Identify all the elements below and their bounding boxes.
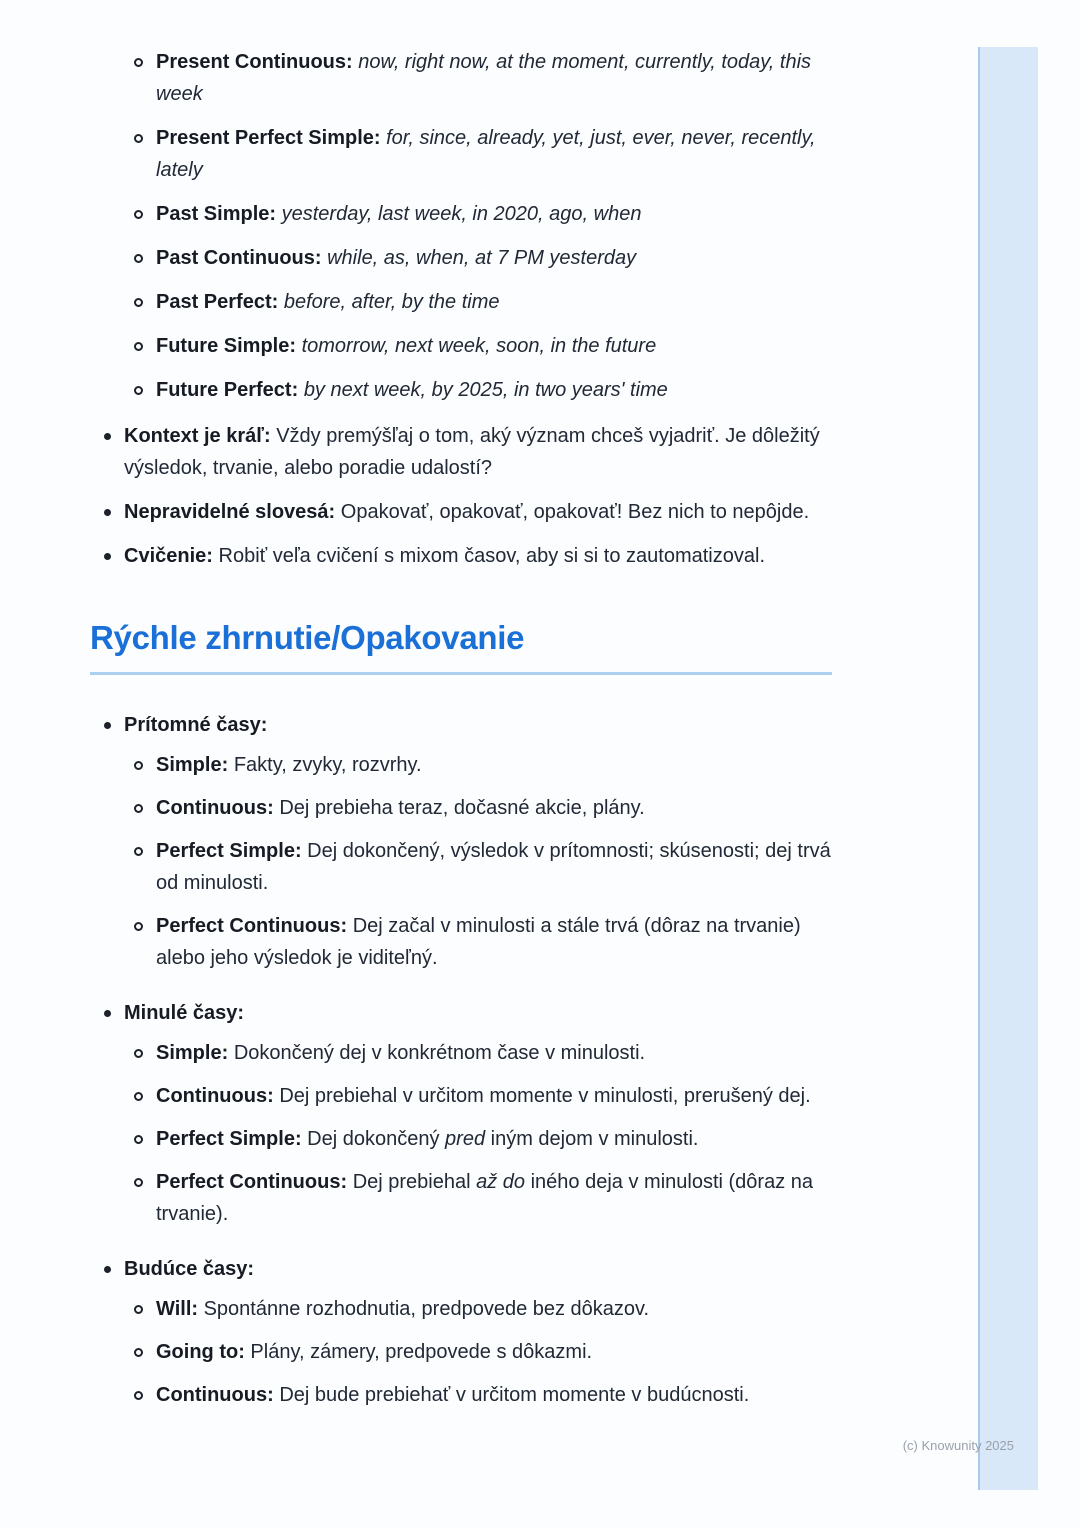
bullet-icon bbox=[104, 1010, 111, 1017]
hollow-bullet-icon bbox=[134, 254, 143, 263]
hollow-bullet-icon bbox=[134, 761, 143, 770]
bullet-icon bbox=[104, 509, 111, 516]
tip-item bbox=[90, 540, 832, 572]
item-body bbox=[156, 1293, 832, 1325]
item-label: Simple: bbox=[156, 754, 229, 776]
summary-item bbox=[124, 1379, 832, 1411]
tip-text: Opakovať, opakovať, opakovať! Bez nich to nepôjde. bbox=[340, 501, 810, 523]
bullet-icon bbox=[104, 433, 111, 440]
item-body bbox=[156, 910, 832, 974]
item-label: Perfect Continuous: bbox=[156, 1171, 348, 1193]
tip-item bbox=[90, 420, 832, 484]
signal-words-text: yesterday, last week, in 2020, ago, when bbox=[281, 203, 642, 225]
signal-words-text: while, as, when, at 7 PM yesterday bbox=[327, 247, 637, 269]
item-body bbox=[156, 46, 832, 110]
item-body bbox=[156, 1336, 832, 1368]
item-label: Perfect Simple: bbox=[156, 840, 302, 862]
hollow-bullet-icon bbox=[134, 1348, 143, 1357]
summary-item bbox=[124, 835, 832, 899]
group-body bbox=[124, 709, 832, 985]
hollow-bullet-icon bbox=[134, 298, 143, 307]
item-body bbox=[156, 792, 832, 824]
signal-words-text: for, since, already, yet, just, ever, never, recently, lately bbox=[156, 127, 816, 181]
item-text: Dej prebiehal v určitom momente v minulosti, prerušený dej. bbox=[279, 1085, 811, 1107]
group-items-list bbox=[124, 749, 832, 974]
tense-label: Present Perfect Simple: bbox=[156, 127, 381, 149]
item-label: Simple: bbox=[156, 1042, 229, 1064]
bullet-icon bbox=[104, 1266, 111, 1273]
signal-word-item bbox=[90, 46, 832, 110]
item-body bbox=[124, 540, 832, 572]
item-body bbox=[156, 749, 832, 781]
summary-group-future bbox=[90, 1253, 832, 1422]
signal-words-text: now, right now, at the moment, currently, today, this week bbox=[156, 51, 812, 105]
group-body bbox=[124, 1253, 832, 1422]
item-label: Will: bbox=[156, 1298, 199, 1320]
summary-item bbox=[124, 1336, 832, 1368]
item-text: Dej dokončený, výsledok v prítomnosti; skúsenosti; dej trvá od minulosti. bbox=[156, 840, 831, 894]
item-label: Continuous: bbox=[156, 797, 274, 819]
item-body bbox=[156, 198, 832, 230]
hollow-bullet-icon bbox=[134, 1178, 143, 1187]
item-body bbox=[156, 374, 832, 406]
item-body bbox=[156, 1080, 832, 1112]
tip-text: Vždy premýšľaj o tom, aký význam chceš vyjadriť. Je dôležitý výsledok, trvanie, alebo poradie udalostí? bbox=[124, 425, 820, 479]
item-body bbox=[156, 1379, 832, 1411]
item-body bbox=[156, 835, 832, 899]
item-body bbox=[156, 122, 832, 186]
item-body bbox=[156, 1123, 832, 1155]
hollow-bullet-icon bbox=[134, 847, 143, 856]
summary-group-present bbox=[90, 709, 832, 985]
tip-item bbox=[90, 496, 832, 528]
tips-list bbox=[90, 420, 832, 572]
item-text: Dej začal v minulosti a stále trvá (dôraz na trvanie) alebo jeho výsledok je viditeľný. bbox=[156, 915, 801, 969]
item-body bbox=[124, 496, 832, 528]
item-body bbox=[156, 330, 832, 362]
summary-item bbox=[124, 1123, 832, 1155]
item-emphasis: až do bbox=[476, 1171, 526, 1193]
item-text: Spontánne rozhodnutia, predpovede bez dôkazov. bbox=[203, 1298, 650, 1320]
item-body bbox=[156, 1166, 832, 1230]
summary-item bbox=[124, 1166, 832, 1230]
hollow-bullet-icon bbox=[134, 1092, 143, 1101]
signal-words-text: by next week, by 2025, in two years' time bbox=[303, 379, 668, 401]
group-label: Minulé časy: bbox=[124, 1002, 245, 1024]
tip-label: Nepravidelné slovesá: bbox=[124, 501, 336, 523]
item-label: Perfect Continuous: bbox=[156, 915, 348, 937]
item-label: Going to: bbox=[156, 1341, 245, 1363]
group-label: Prítomné časy: bbox=[124, 714, 268, 736]
item-text-after: iným dejom v minulosti. bbox=[490, 1128, 699, 1150]
tense-label: Past Simple: bbox=[156, 203, 277, 225]
item-text-after: iného deja v minulosti (dôraz na trvanie). bbox=[156, 1171, 813, 1225]
group-label: Budúce časy: bbox=[124, 1258, 255, 1280]
signal-words-list bbox=[90, 46, 832, 406]
bullet-icon bbox=[104, 722, 111, 729]
hollow-bullet-icon bbox=[134, 386, 143, 395]
section-title: Rýchle zhrnutie/Opakovanie bbox=[90, 618, 832, 675]
item-text: Dej bude prebiehať v určitom momente v budúcnosti. bbox=[279, 1384, 750, 1406]
group-items-list bbox=[124, 1037, 832, 1230]
hollow-bullet-icon bbox=[134, 210, 143, 219]
item-body bbox=[156, 1037, 832, 1069]
item-text: Dokončený dej v konkrétnom čase v minulosti. bbox=[233, 1042, 646, 1064]
hollow-bullet-icon bbox=[134, 134, 143, 143]
summary-item bbox=[124, 749, 832, 781]
hollow-bullet-icon bbox=[134, 1391, 143, 1400]
summary-item bbox=[124, 910, 832, 974]
signal-word-item bbox=[90, 374, 832, 406]
hollow-bullet-icon bbox=[134, 922, 143, 931]
hollow-bullet-icon bbox=[134, 58, 143, 67]
group-body bbox=[124, 997, 832, 1241]
summary-item bbox=[124, 1037, 832, 1069]
copyright-watermark: (c) Knowunity 2025 bbox=[902, 1438, 1014, 1453]
hollow-bullet-icon bbox=[134, 804, 143, 813]
signal-word-item bbox=[90, 122, 832, 186]
item-text: Plány, zámery, predpovede s dôkazmi. bbox=[250, 1341, 593, 1363]
item-text: Dej dokončený bbox=[307, 1128, 440, 1150]
signal-words-text: before, after, by the time bbox=[283, 291, 500, 313]
summary-list bbox=[90, 709, 832, 1422]
hollow-bullet-icon bbox=[134, 1305, 143, 1314]
item-emphasis: pred bbox=[445, 1128, 486, 1150]
item-label: Continuous: bbox=[156, 1384, 274, 1406]
tense-label: Future Perfect: bbox=[156, 379, 299, 401]
signal-word-item bbox=[90, 286, 832, 318]
signal-word-item bbox=[90, 242, 832, 274]
summary-group-past bbox=[90, 997, 832, 1241]
hollow-bullet-icon bbox=[134, 1049, 143, 1058]
group-items-list bbox=[124, 1293, 832, 1411]
item-text: Dej prebiehal bbox=[352, 1171, 471, 1193]
tense-label: Past Continuous: bbox=[156, 247, 322, 269]
item-body bbox=[156, 242, 832, 274]
item-label: Perfect Simple: bbox=[156, 1128, 302, 1150]
item-text: Fakty, zvyky, rozvrhy. bbox=[233, 754, 422, 776]
tense-label: Past Perfect: bbox=[156, 291, 279, 313]
item-body bbox=[156, 286, 832, 318]
hollow-bullet-icon bbox=[134, 1135, 143, 1144]
item-label: Continuous: bbox=[156, 1085, 274, 1107]
item-text: Dej prebieha teraz, dočasné akcie, plány. bbox=[279, 797, 645, 819]
tip-label: Cvičenie: bbox=[124, 545, 213, 567]
tip-text: Robiť veľa cvičení s mixom časov, aby si si to zautomatizoval. bbox=[218, 545, 765, 567]
summary-item bbox=[124, 792, 832, 824]
page-edge-decoration bbox=[978, 47, 1038, 1490]
hollow-bullet-icon bbox=[134, 342, 143, 351]
tip-label: Kontext je kráľ: bbox=[124, 425, 271, 447]
tense-label: Future Simple: bbox=[156, 335, 297, 357]
bullet-icon bbox=[104, 553, 111, 560]
tense-label: Present Continuous: bbox=[156, 51, 353, 73]
summary-item bbox=[124, 1080, 832, 1112]
item-body bbox=[124, 420, 832, 484]
page-content bbox=[90, 46, 832, 1434]
signal-word-item bbox=[90, 198, 832, 230]
signal-words-text: tomorrow, next week, soon, in the future bbox=[301, 335, 657, 357]
signal-word-item bbox=[90, 330, 832, 362]
summary-item bbox=[124, 1293, 832, 1325]
